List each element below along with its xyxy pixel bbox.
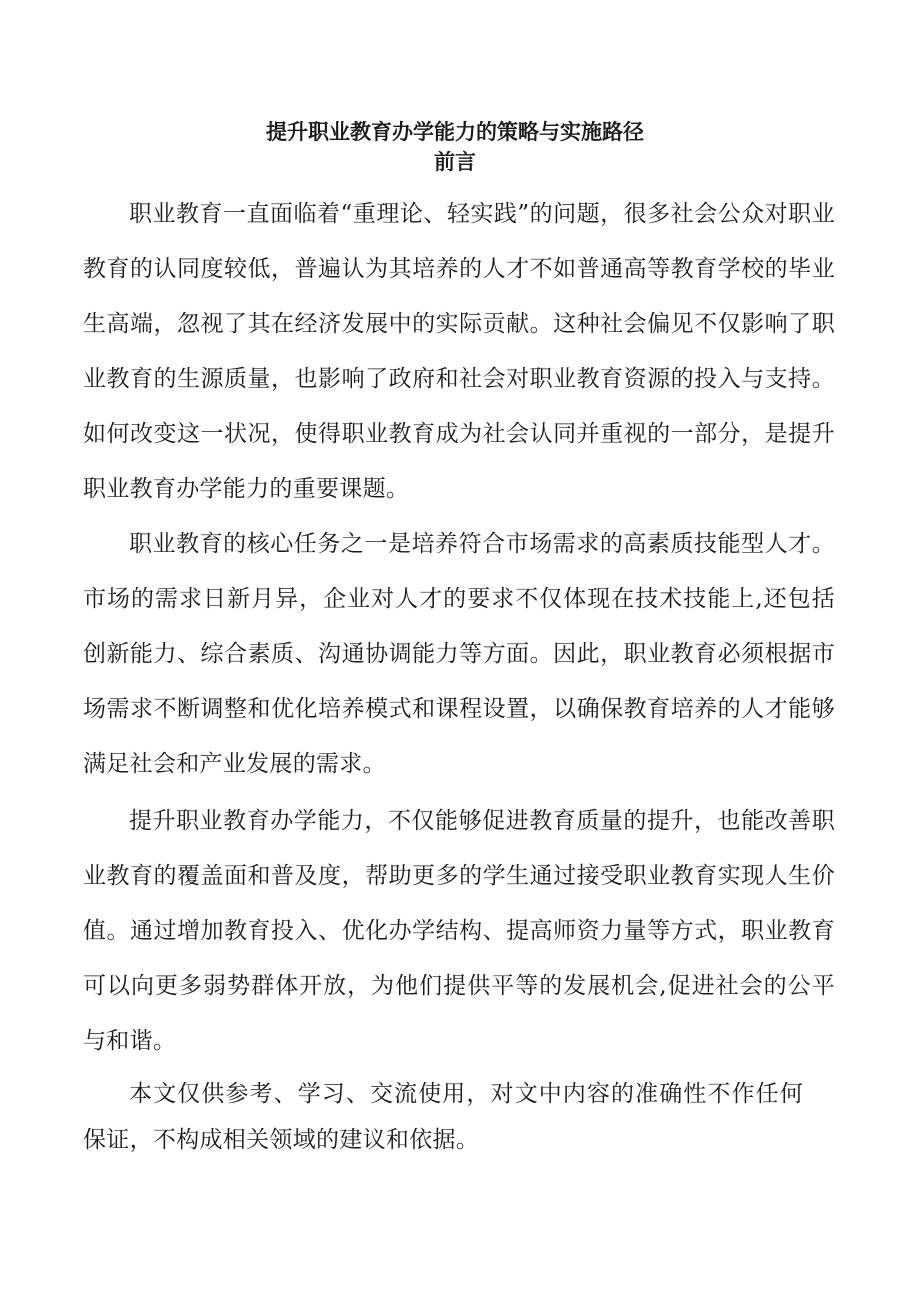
paragraph: 提升职业教育办学能力，不仅能够促进教育质量的提升，也能改善职业教育的覆盖面和普及度，帮助更多的学生通过接受职业教育实现人生价值。通过增加教育投入、优化办学结构、提高师资力量等方式，职业教育可以向更多弱势群体开放，为他们提供平等的发展机会,促进社会的公平与和谐。 <box>83 808 835 1054</box>
paragraph: 职业教育的核心任务之一是培养符合市场需求的高素质技能型人才。市场的需求日新月异，企业对人才的要求不仅体现在技术技能上,还包括创新能力、综合素质、沟通协调能力等方面。因此，职业教育必须根据市场需求不断调整和优化培养模式和课程设置，以确保教育培养的人才能够满足社会和产业发展的需求。 <box>83 531 835 777</box>
paragraph: 职业教育一直面临着“重理论、轻实践”的问题，很多社会公众对职业教育的认同度较低，普遍认为其培养的人才不如普通高等教育学校的毕业生高端，忽视了其在经济发展中的实际贡献。这种社会偏见不仅影响了职业教育的生源质量，也影响了政府和社会对职业教育资源的投入与支持。如何改变这一状况，使得职业教育成为社会认同并重视的一部分，是提升职业教育办学能力的重要课题。 <box>83 201 835 502</box>
document-title: 提升职业教育办学能力的策略与实施路径 <box>266 120 644 144</box>
section-heading: 前言 <box>434 149 476 174</box>
disclaimer-paragraph: 本文仅供参考、学习、交流使用，对文中内容的准确性不作任何保证，不构成相关领域的建议和依据。 <box>83 1081 803 1153</box>
